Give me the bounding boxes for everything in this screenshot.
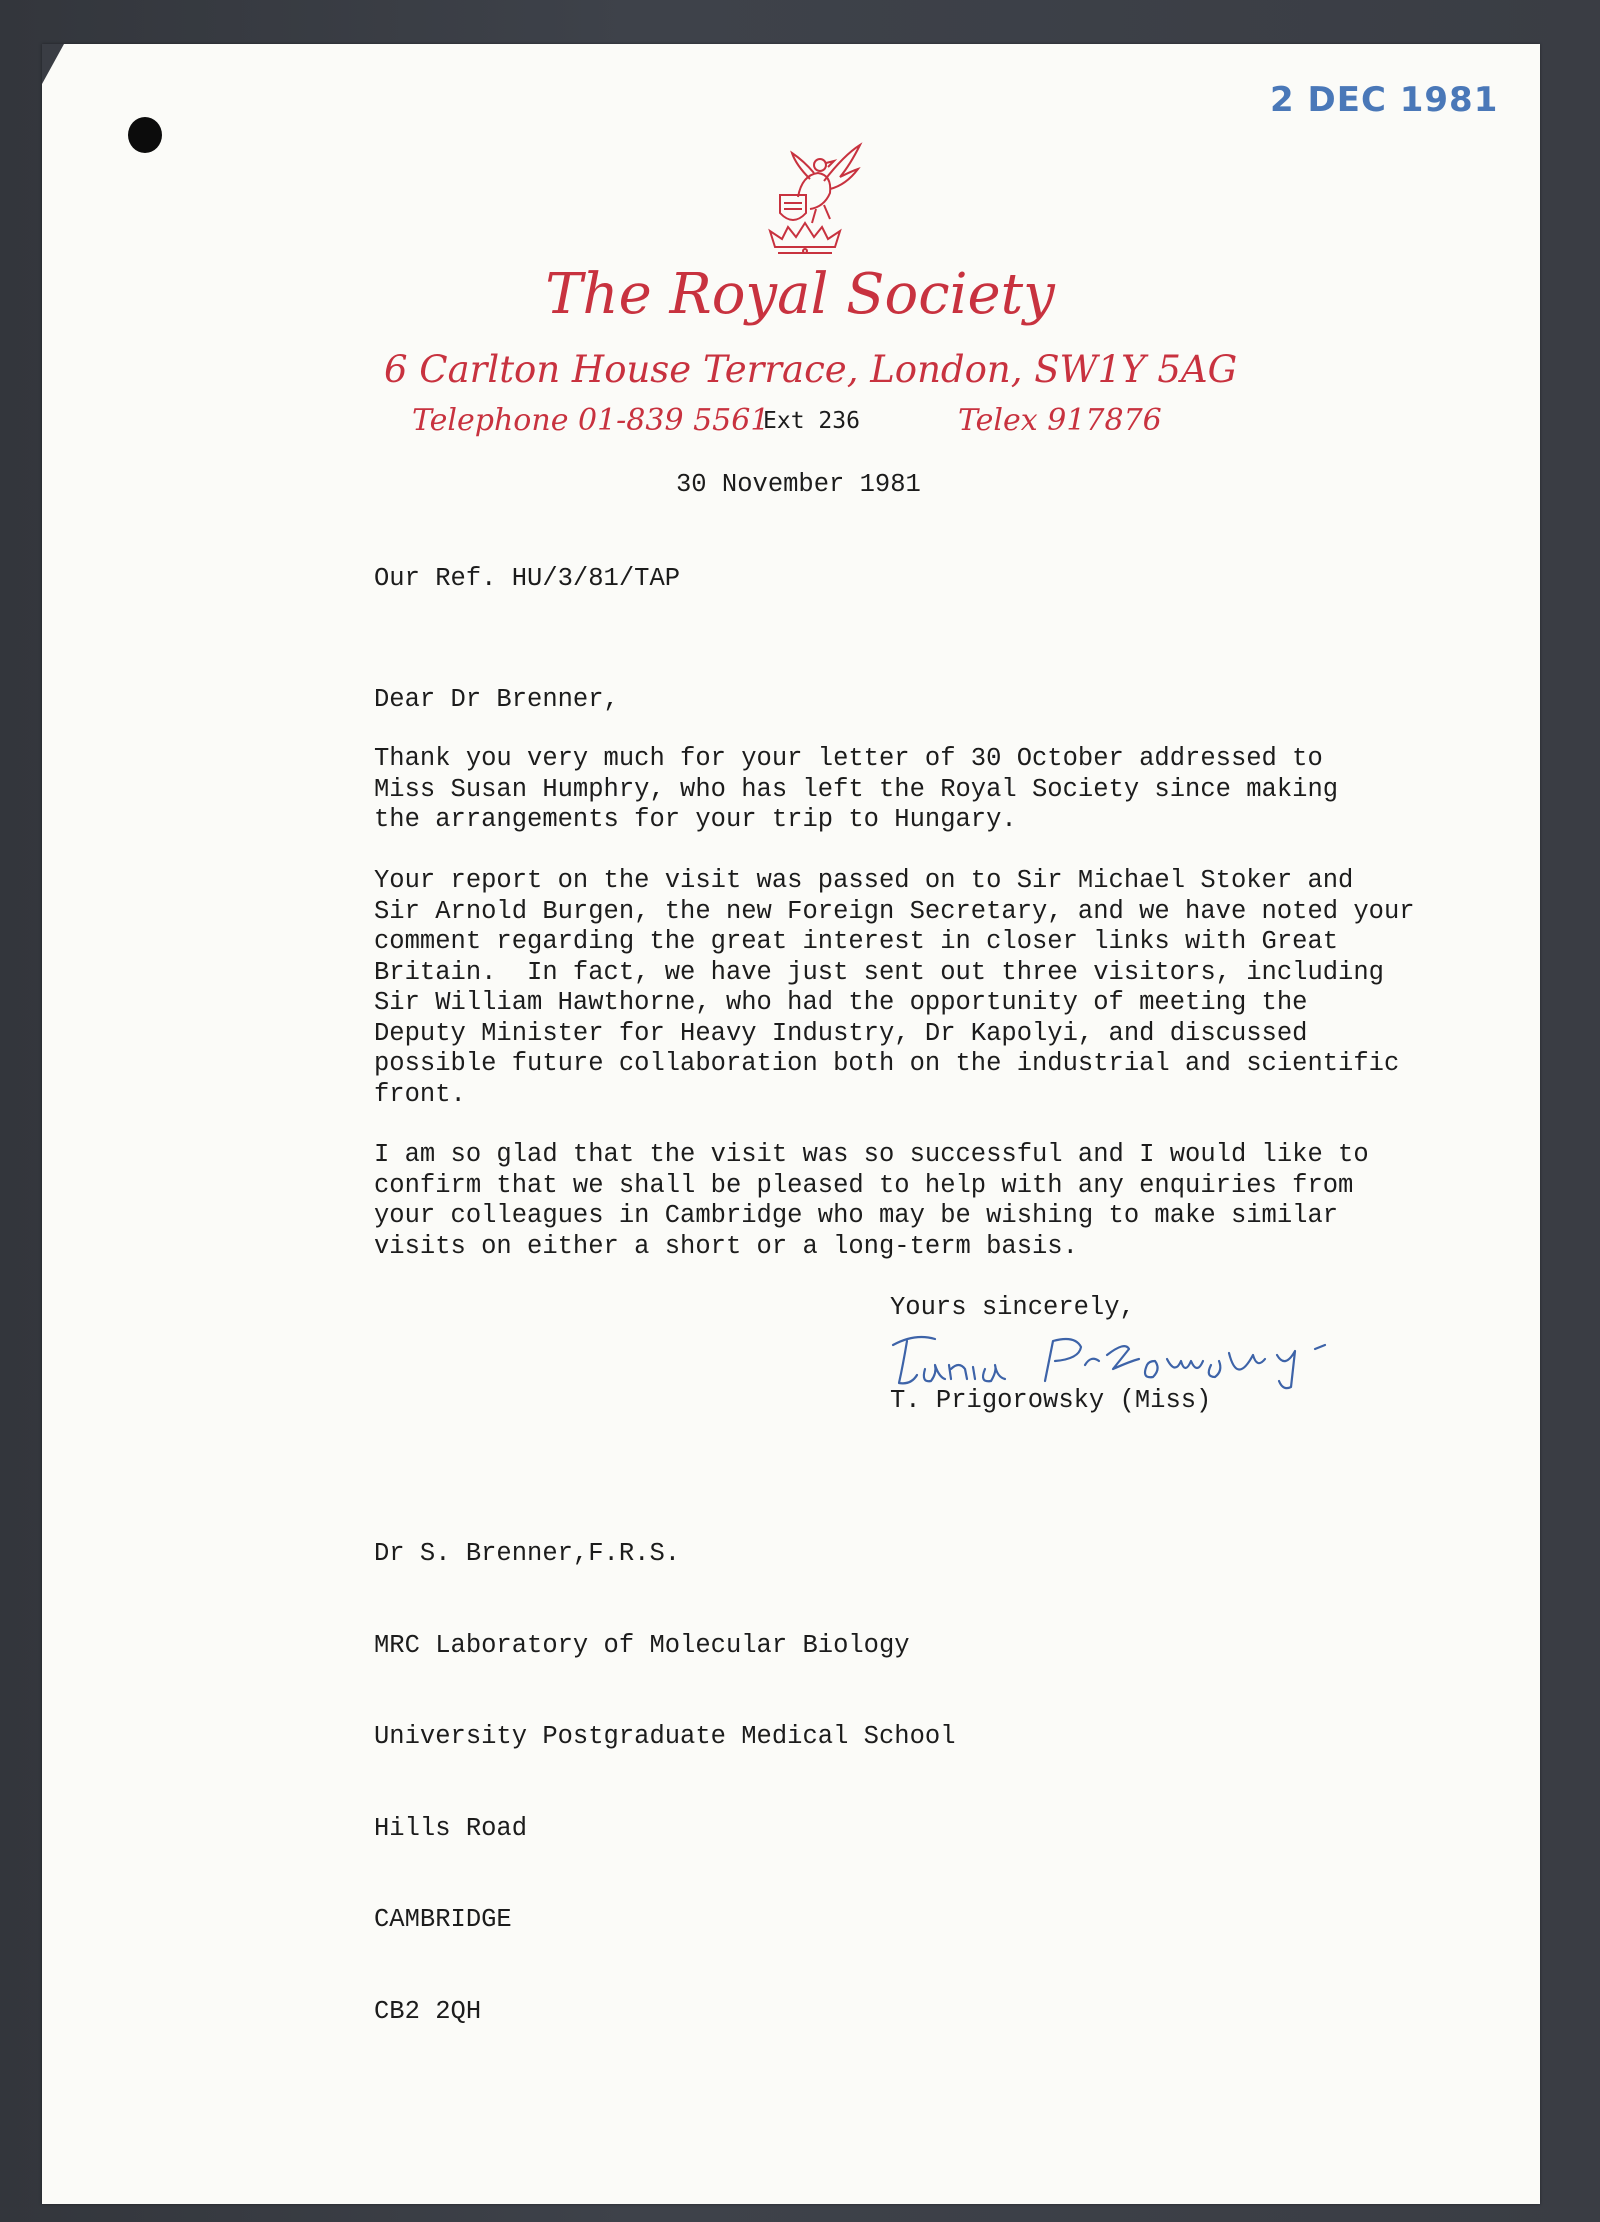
address-line: Hills Road bbox=[374, 1813, 528, 1843]
address-line: Dr S. Brenner,F.R.S. bbox=[374, 1539, 681, 1568]
letter-date: 30 November 1981 bbox=[676, 470, 921, 499]
punch-hole bbox=[128, 117, 162, 153]
telephone-number: Telephone 01-839 5561 bbox=[412, 403, 770, 438]
folded-corner bbox=[42, 44, 64, 84]
body-paragraph-3: I am so glad that the visit was so successful and I would like to confirm that we shall be pleased to help with any enquiries from your colleagues in Cambridge who may be wishing to make similar visits on either a short or a long-term basis. bbox=[374, 1140, 1369, 1261]
organization-name: The Royal Society bbox=[545, 262, 1055, 327]
telephone-extension: Ext 236 bbox=[763, 408, 860, 434]
reference-number: Our Ref. HU/3/81/TAP bbox=[374, 564, 681, 593]
address-line: CB2 2QH bbox=[374, 1996, 482, 2026]
address-line: University Postgraduate Medical School bbox=[374, 1722, 956, 1751]
address-line: CAMBRIDGE bbox=[374, 1905, 512, 1934]
address-line: MRC Laboratory of Molecular Biology bbox=[374, 1630, 910, 1660]
signatory-name: T. Prigorowsky (Miss) bbox=[890, 1386, 1212, 1415]
body-paragraph-1: Thank you very much for your letter of 30 October addressed to Miss Susan Humphry, who has left the Royal Society since making the arrangements for your trip to Hungary. bbox=[374, 744, 1339, 834]
handwritten-signature bbox=[885, 1325, 1335, 1395]
recipient-address-block bbox=[374, 1478, 956, 2058]
telex-number: Telex 917876 bbox=[958, 403, 1162, 438]
salutation: Dear Dr Brenner, bbox=[374, 685, 619, 714]
phoenix-crest-icon bbox=[740, 135, 870, 265]
organization-address: 6 Carlton House Terrace, London, SW1Y 5AG bbox=[384, 348, 1238, 391]
received-date-stamp: 2 DEC 1981 bbox=[1270, 80, 1499, 120]
closing: Yours sincerely, bbox=[890, 1293, 1135, 1322]
body-paragraph-2: Your report on the visit was passed on to Sir Michael Stoker and Sir Arnold Burgen, the new Foreign Secretary, and we have noted your comment regarding the great interest in closer links with Great Britain. In fact, we have just sent out three visitors, including Sir William Hawthorne, who had the opportunity of meeting the Deputy Minister for Heavy Industry, Dr Kapolyi, and discussed possible future collaboration both on the industrial and scientific front. bbox=[374, 866, 1415, 1109]
